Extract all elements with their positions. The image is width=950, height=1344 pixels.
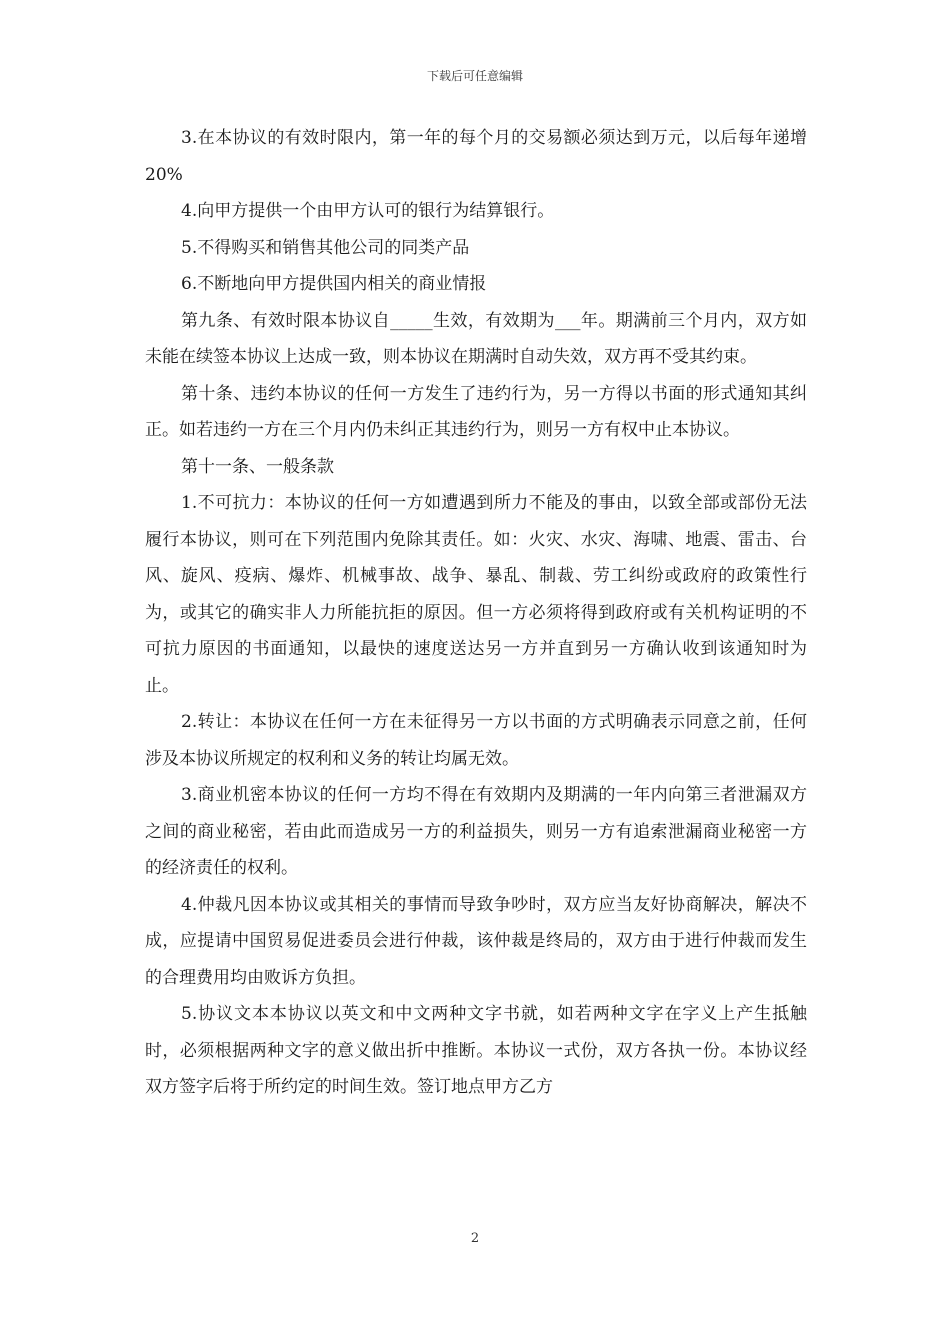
paragraph-force-majeure: 1.不可抗力：本协议的任何一方如遭遇到所力不能及的事由，以致全部或部份无法履行本协议，则可在下列范围内免除其责任。如：火灾、水灾、海啸、地震、雷击、台风、旋风、疫病、爆炸、机械事故、战争、暴乱、制裁、劳工纠纷或政府的政策性行为，或其它的确实非人力所能抗拒的原因。但一方必须将得到政府或有关机构证明的不可抗力原因的书面通知，以最快的速度送达另一方并直到另一方确认收到该通知时为止。 [145, 493, 807, 696]
document-body [145, 120, 807, 1106]
paragraph-transfer: 2.转让：本协议在任何一方在未征得另一方以书面的方式明确表示同意之前，任何涉及本协议所规定的权利和义务的转让均属无效。 [145, 712, 807, 769]
paragraph-agreement-text: 5.协议文本本协议以英文和中文两种文字书就，如若两种文字在字义上产生抵触时，必须根据两种文字的意义做出折中推断。本协议一式份，双方各执一份。本协议经双方签字后将于所约定的时间生效。签订地点甲方乙方 [145, 1004, 807, 1097]
paragraph-1: 3.在本协议的有效时限内，第一年的每个月的交易额必须达到万元，以后每年递增20% [145, 128, 807, 185]
paragraph-arbitration: 4.仲裁凡因本协议或其相关的事情而导致争吵时，双方应当友好协商解决，解决不成，应提请中国贸易促进委员会进行仲裁，该仲裁是终局的，双方由于进行仲裁而发生的合理费用均由败诉方负担。 [145, 894, 807, 988]
paragraph-trade-secret: 3.商业机密本协议的任何一方均不得在有效期内及期满的一年内向第三者泄漏双方之间的商业秘密，若由此而造成另一方的利益损失，则另一方有追索泄漏商业秘密一方的经济责任的权利。 [145, 785, 807, 878]
paragraph-4: 6.不断地向甲方提供国内相关的商业情报 [181, 274, 487, 294]
paragraph-3: 5.不得购买和销售其他公司的同类产品 [181, 237, 470, 258]
page-number: 2 [470, 1231, 480, 1246]
paragraph-article-11-heading: 第十一条、一般条款 [181, 456, 334, 477]
paragraph-article-10: 第十条、违约本协议的任何一方发生了违约行为，另一方得以书面的形式通知其纠正。如若违约一方在三个月内仍未纠正其违约行为，则另一方有权中止本协议。 [145, 383, 807, 440]
page-header: 下载后可任意编辑 [426, 69, 523, 83]
paragraph-article-9: 第九条、有效时限本协议自_____生效，有效期为___年。期满前三个月内，双方如未能在续签本协议上达成一致，则本协议在期满时自动失效，双方再不受其约束。 [145, 310, 807, 367]
paragraph-2: 4.向甲方提供一个由甲方认可的银行为结算银行。 [181, 201, 555, 221]
